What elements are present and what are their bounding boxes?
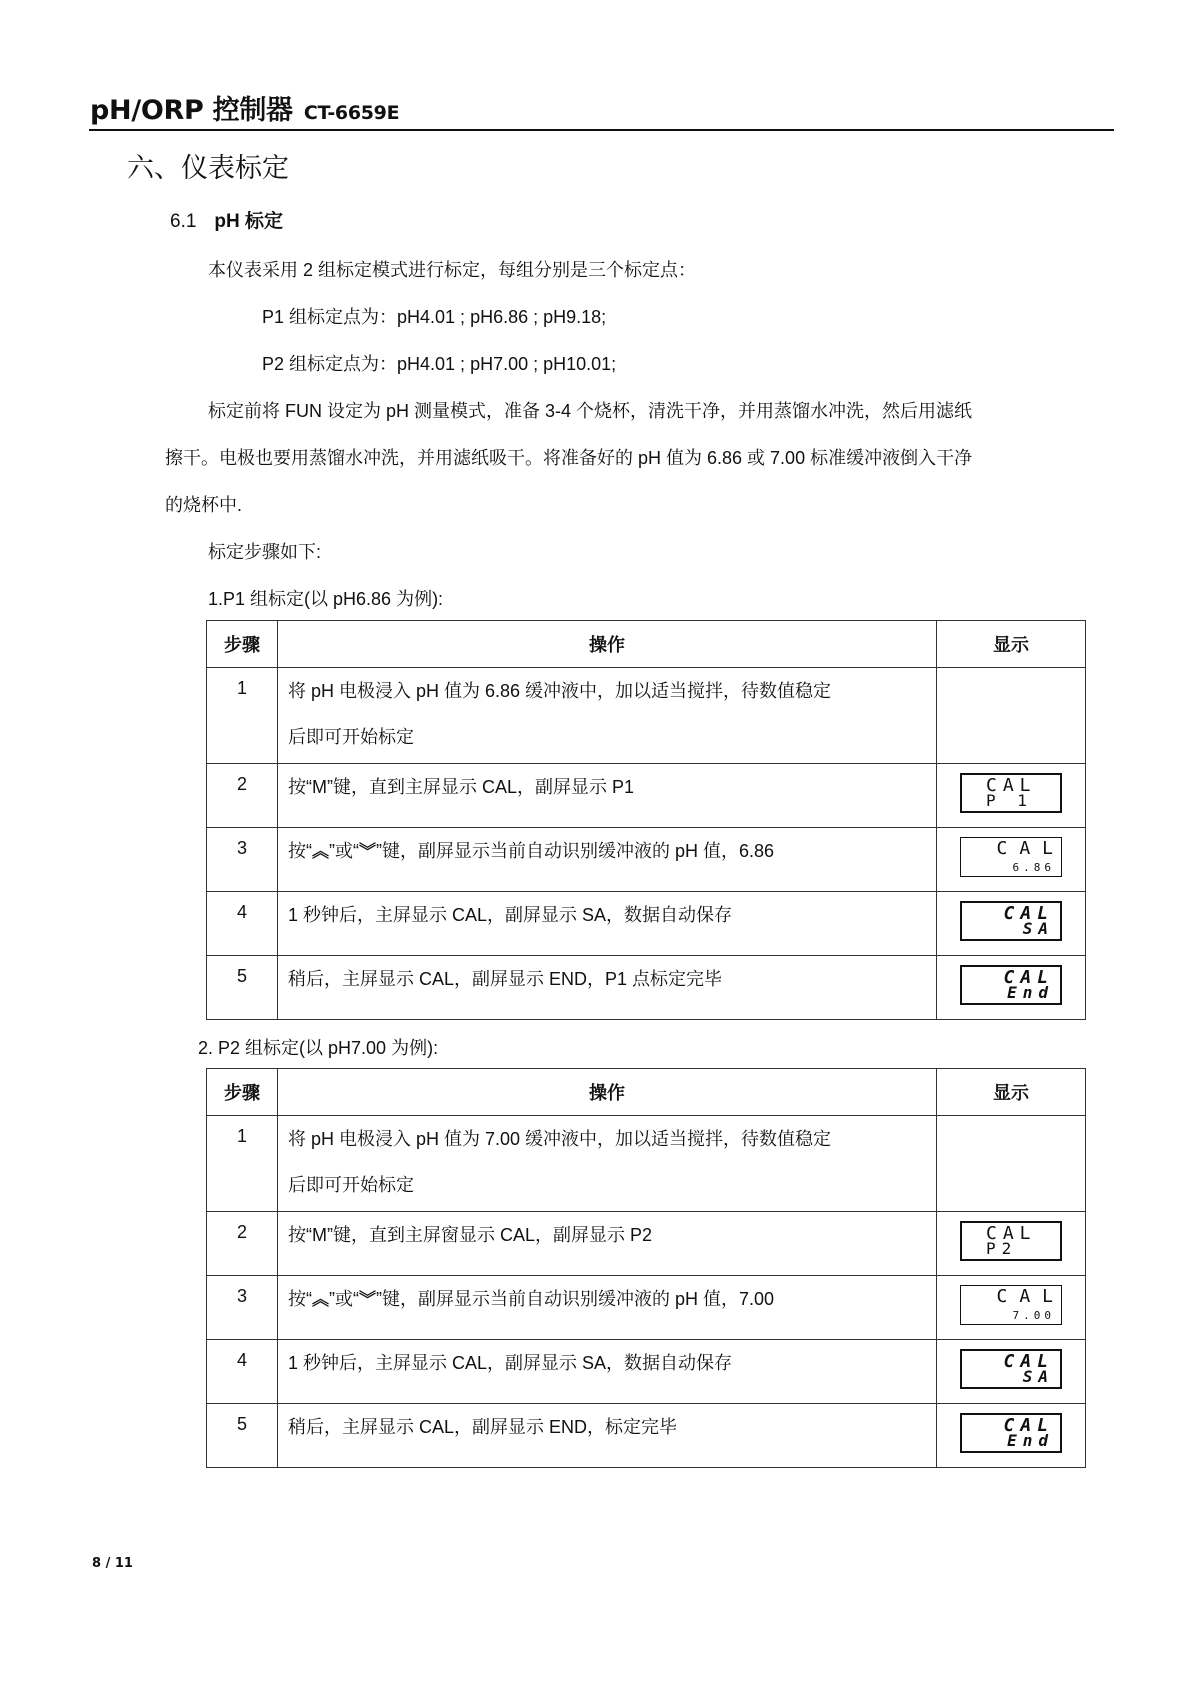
section-title: 六、仪表标定	[127, 153, 289, 184]
step-display	[937, 956, 1086, 1020]
col-header-step: 步骤	[207, 621, 278, 668]
lcd-main: CAL	[986, 775, 1037, 796]
lcd-main: CAL	[1003, 1415, 1054, 1436]
col-header-display: 显示	[937, 621, 1086, 668]
table1-caption: 1.P1 组标定(以 pH6.86 为例):	[208, 589, 444, 609]
subsection-number: 6.1	[170, 211, 197, 232]
table-header-row	[207, 1069, 1086, 1116]
lcd-sub: End	[1007, 983, 1054, 1002]
col-header-op: 操作	[278, 1069, 937, 1116]
table-row	[207, 764, 1086, 828]
document-header	[90, 88, 399, 127]
op-text: 稍后，主屏显示 CAL，副屏显示 END，P1 点标定完毕	[288, 969, 723, 989]
table-row	[207, 1116, 1086, 1212]
step-number: 5	[207, 1404, 278, 1468]
step-display	[937, 1340, 1086, 1404]
op-text: 按“M”键，直到主屏窗显示 CAL，副屏显示 P2	[288, 1225, 653, 1245]
step-display	[937, 1276, 1086, 1340]
op-text: 按“︽”或“︾”键，副屏显示当前自动识别缓冲液的 pH 值，6.86	[288, 841, 775, 861]
lcd-main: CAL	[1003, 967, 1054, 988]
p1-calibration-table	[206, 620, 1086, 1020]
lcd-display-icon	[960, 1285, 1065, 1325]
step-operation	[278, 956, 937, 1020]
step-operation	[278, 892, 937, 956]
lcd-sub: 6.86	[1012, 861, 1055, 874]
col-header-step: 步骤	[207, 1069, 278, 1116]
step-operation	[278, 1404, 937, 1468]
step-operation	[278, 1340, 937, 1404]
double-down-arrow-icon: ︾	[359, 842, 376, 861]
step-operation	[278, 1116, 937, 1212]
op-line-2: 后即可开始标定	[288, 727, 414, 747]
p2-points: P2 组标定点为：pH4.01 ; pH7.00 ; pH10.01;	[262, 354, 617, 374]
op-text: 按“M”键，直到主屏显示 CAL，副屏显示 P1	[288, 777, 635, 797]
op-line-2: 后即可开始标定	[288, 1175, 414, 1195]
step-number: 5	[207, 956, 278, 1020]
table-row	[207, 828, 1086, 892]
header-divider	[89, 129, 1114, 131]
lcd-sub: 7.00	[1012, 1309, 1055, 1322]
step-operation	[278, 1276, 937, 1340]
lcd-display-icon	[960, 965, 1062, 1005]
lcd-main: CAL	[986, 1223, 1037, 1244]
step-operation	[278, 1212, 937, 1276]
lcd-sub: P 1	[986, 791, 1033, 810]
step-number: 4	[207, 892, 278, 956]
lcd-display-icon	[960, 1413, 1062, 1453]
lcd-sub: P2	[986, 1239, 1018, 1258]
lcd-sub: SA	[1022, 1367, 1054, 1386]
lcd-main: CAL	[1003, 903, 1054, 924]
intro-paragraph: 本仪表采用 2 组标定模式进行标定，每组分别是三个标定点：	[208, 260, 697, 280]
step-operation	[278, 668, 937, 764]
step-operation	[278, 828, 937, 892]
document-title: pH/ORP 控制器	[90, 95, 293, 126]
table-row	[207, 1212, 1086, 1276]
step-number: 1	[207, 668, 278, 764]
step-number: 2	[207, 764, 278, 828]
step-operation	[278, 764, 937, 828]
double-up-arrow-icon: ︽	[312, 842, 329, 861]
lcd-display-icon	[960, 837, 1065, 877]
prep-line-2: 擦干。电极也要用蒸馏水冲洗，并用滤纸吸干。将准备好的 pH 值为 6.86 或 7.00 标准缓冲液倒入干净	[165, 448, 973, 468]
step-display	[937, 892, 1086, 956]
op-text: 1 秒钟后，主屏显示 CAL，副屏显示 SA，数据自动保存	[288, 905, 733, 925]
step-display-empty	[937, 1116, 1086, 1212]
model-number: CT-6659E	[303, 102, 400, 124]
lcd-display-icon	[960, 901, 1062, 941]
double-up-arrow-icon: ︽	[312, 1290, 329, 1309]
lcd-display-icon	[960, 773, 1062, 813]
step-number: 1	[207, 1116, 278, 1212]
table2-caption: 2. P2 组标定(以 pH7.00 为例):	[198, 1038, 439, 1058]
step-number: 4	[207, 1340, 278, 1404]
prep-line-3: 的烧杯中.	[165, 495, 243, 515]
op-text: 按“︽”或“︾”键，副屏显示当前自动识别缓冲液的 pH 值，7.00	[288, 1289, 775, 1309]
table-header-row	[207, 621, 1086, 668]
step-display	[937, 764, 1086, 828]
step-number: 3	[207, 1276, 278, 1340]
step-display-empty	[937, 668, 1086, 764]
lcd-main: CAL	[1003, 1351, 1054, 1372]
table-row	[207, 892, 1086, 956]
prep-line-1: 标定前将 FUN 设定为 pH 测量模式，准备 3-4 个烧杯，清洗干净，并用蒸馏水冲洗，然后用滤纸	[208, 401, 973, 421]
double-down-arrow-icon: ︾	[359, 1290, 376, 1309]
lcd-display-icon	[960, 1221, 1062, 1261]
lcd-sub: SA	[1022, 919, 1054, 938]
op-line-1: 将 pH 电极浸入 pH 值为 6.86 缓冲液中，加以适当搅拌，待数值稳定	[288, 681, 832, 701]
step-display	[937, 828, 1086, 892]
table-row	[207, 1404, 1086, 1468]
p2-calibration-table	[206, 1068, 1086, 1468]
op-text: 1 秒钟后，主屏显示 CAL，副屏显示 SA，数据自动保存	[288, 1353, 733, 1373]
op-line-1: 将 pH 电极浸入 pH 值为 7.00 缓冲液中，加以适当搅拌，待数值稳定	[288, 1129, 832, 1149]
step-display	[937, 1212, 1086, 1276]
subsection-title: pH 标定	[214, 211, 284, 232]
steps-label: 标定步骤如下:	[208, 542, 322, 562]
op-text: 稍后，主屏显示 CAL，副屏显示 END，标定完毕	[288, 1417, 678, 1437]
subsection-heading	[170, 206, 283, 233]
step-number: 2	[207, 1212, 278, 1276]
table-row	[207, 956, 1086, 1020]
p1-points: P1 组标定点为：pH4.01 ; pH6.86 ; pH9.18;	[262, 307, 607, 327]
lcd-display-icon	[960, 1349, 1062, 1389]
table-row	[207, 1276, 1086, 1340]
step-display	[937, 1404, 1086, 1468]
step-number: 3	[207, 828, 278, 892]
lcd-main: CAL	[996, 838, 1065, 859]
lcd-sub: End	[1007, 1431, 1054, 1450]
col-header-display: 显示	[937, 1069, 1086, 1116]
lcd-main: CAL	[996, 1286, 1065, 1307]
page-number: 8 / 11	[92, 1556, 133, 1571]
table-row	[207, 668, 1086, 764]
table-row	[207, 1340, 1086, 1404]
col-header-op: 操作	[278, 621, 937, 668]
